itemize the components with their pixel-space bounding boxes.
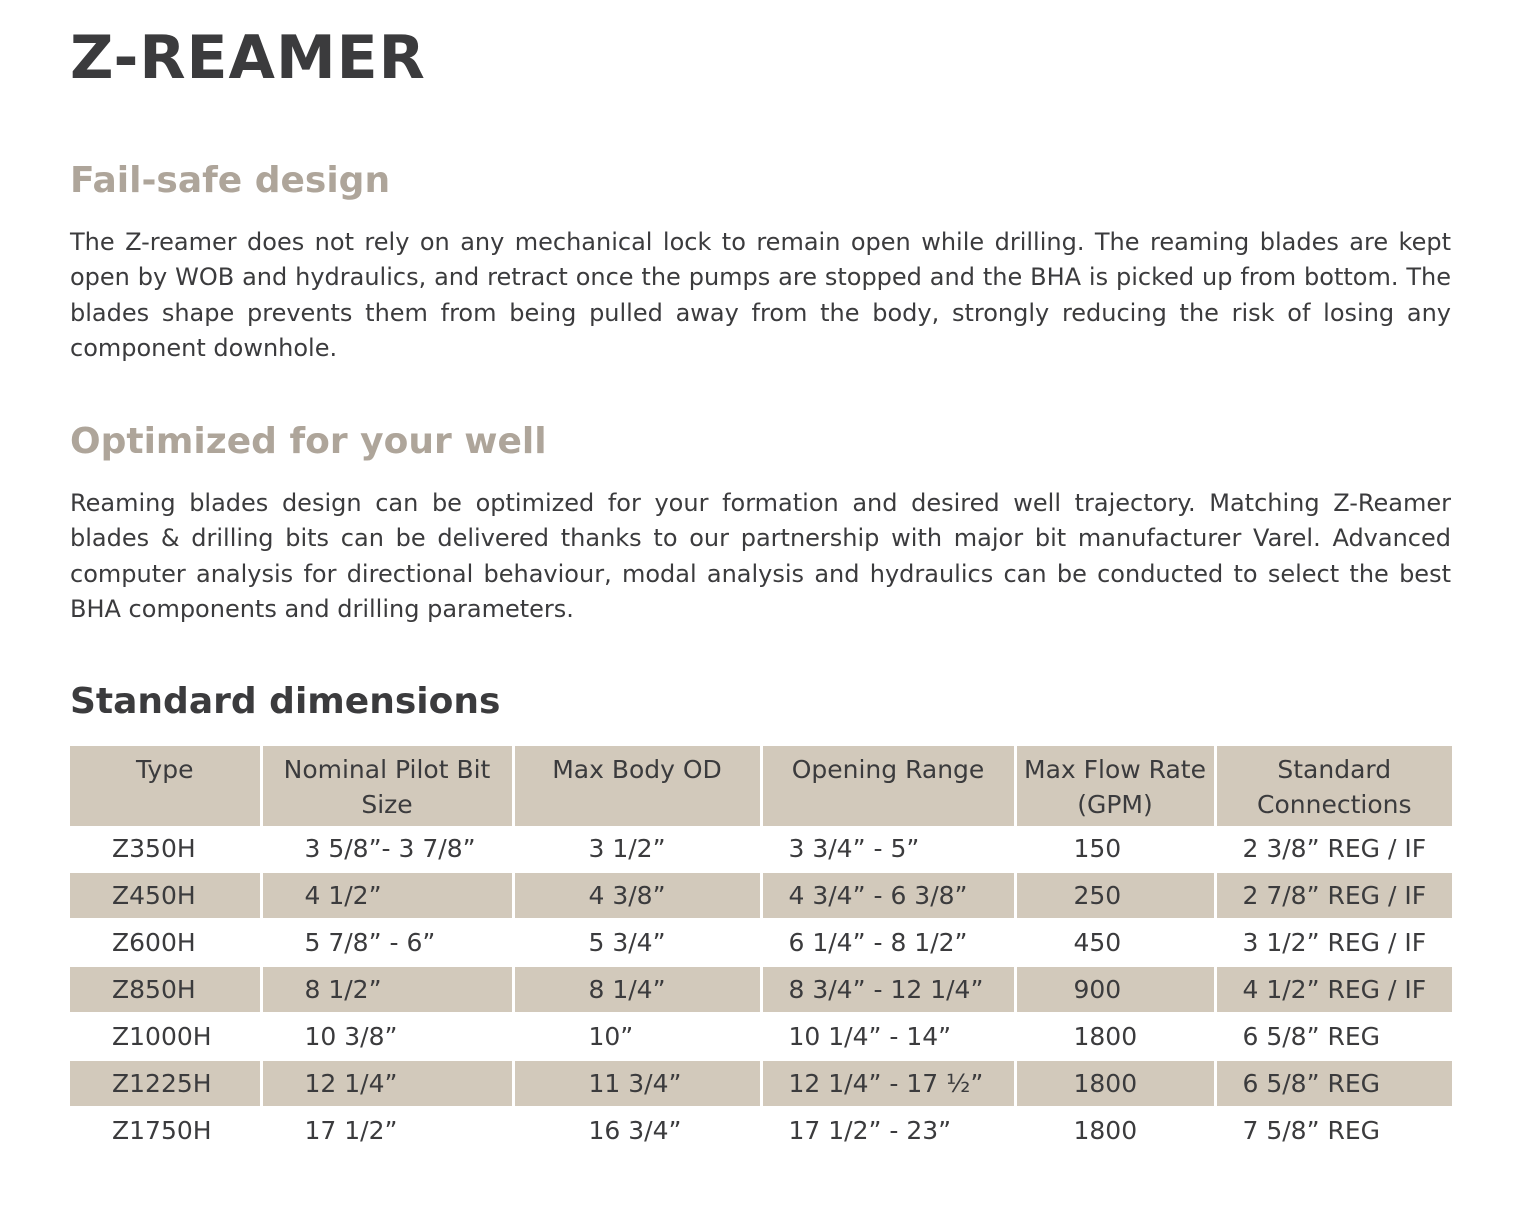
- column-header-pilot-bit-size: Nominal Pilot Bit Size: [261, 746, 513, 826]
- cell-type: Z350H: [70, 826, 261, 872]
- cell-standard-connections: 3 1/2” REG / IF: [1242, 928, 1427, 957]
- cell-max-flow-rate: 250: [1015, 872, 1215, 919]
- cell-opening-range: 10 1/4” - 14”: [761, 1013, 1015, 1060]
- cell-standard-connections: 2 7/8” REG / IF: [1215, 872, 1452, 919]
- cell-max-flow-rate: 150: [1015, 826, 1215, 872]
- page-title: Z-REAMER: [70, 23, 426, 93]
- table-row: [70, 1013, 1452, 1060]
- cell-max-flow-rate: 1800: [1015, 1013, 1215, 1060]
- section-body-optimized: Reaming blades design can be optimized for your formation and desired well trajectory. Matching Z-Reamer blades & drilling bits can be delivered thanks to our partnership with major bit manufacturer Varel. Advanced computer analysis for directional behaviour, modal analysis and hydraulics can be conducted to select the best BHA components and drilling parameters.: [70, 489, 1451, 623]
- cell-pilot-bit-size: 3 5/8”- 3 7/8”: [261, 826, 513, 872]
- cell-pilot-bit-size: 10 3/8”: [261, 1013, 513, 1060]
- cell-standard-connections: 6 5/8” REG: [1242, 1022, 1381, 1051]
- cell-pilot-bit-size: 12 1/4”: [261, 1060, 513, 1107]
- cell-pilot-bit-size: 4 1/2”: [261, 872, 513, 919]
- section-heading-fail-safe: Fail-safe design: [70, 160, 391, 201]
- table-header-row: [70, 746, 1452, 826]
- section-heading-optimized: Optimized for your well: [70, 421, 547, 462]
- cell-max-flow-rate: 1800: [1015, 1060, 1215, 1107]
- dimensions-heading: Standard dimensions: [70, 681, 501, 722]
- cell-opening-range: 3 3/4” - 5”: [761, 826, 1015, 872]
- cell-max-body-od: 3 1/2”: [513, 826, 761, 872]
- cell-type: Z850H: [70, 966, 261, 1013]
- column-header-opening-range: Opening Range: [761, 746, 1015, 826]
- cell-max-flow-rate: 450: [1015, 919, 1215, 966]
- column-header-standard-connections: Standard Connections: [1215, 746, 1452, 826]
- dimensions-table: [70, 746, 1452, 1153]
- cell-max-body-od: 5 3/4”: [513, 919, 761, 966]
- table-row: [70, 826, 1452, 872]
- table-row: [70, 919, 1452, 966]
- column-header-max-flow-rate: Max Flow Rate (GPM): [1015, 746, 1215, 826]
- cell-pilot-bit-size: 8 1/2”: [261, 966, 513, 1013]
- cell-type: Z600H: [70, 919, 261, 966]
- cell-type: Z1225H: [70, 1060, 261, 1107]
- cell-type: Z450H: [70, 872, 261, 919]
- cell-type: Z1750H: [70, 1107, 261, 1153]
- table-row: [70, 872, 1452, 919]
- cell-standard-connections: 6 5/8” REG: [1215, 1060, 1452, 1107]
- cell-max-body-od: 4 3/8”: [513, 872, 761, 919]
- datasheet-page: [70, 0, 1451, 1214]
- cell-standard-connections: 4 1/2” REG / IF: [1215, 966, 1452, 1013]
- cell-type: Z1000H: [70, 1013, 261, 1060]
- table-row: [70, 1107, 1452, 1153]
- cell-opening-range: 6 1/4” - 8 1/2”: [761, 919, 1015, 966]
- cell-max-flow-rate: 1800: [1015, 1107, 1215, 1153]
- table-row: [70, 1060, 1452, 1107]
- cell-max-body-od: 11 3/4”: [513, 1060, 761, 1107]
- cell-opening-range: 4 3/4” - 6 3/8”: [761, 872, 1015, 919]
- column-header-type: Type: [70, 746, 261, 826]
- section-body-fail-safe: The Z-reamer does not rely on any mechanical lock to remain open while drilling. The reaming blades are kept open by WOB and hydraulics, and retract once the pumps are stopped and the BHA is picked up from bottom. The blades shape prevents them from being pulled away from the body, strongly reducing the risk of losing any component downhole.: [70, 228, 1451, 362]
- cell-max-flow-rate: 900: [1015, 966, 1215, 1013]
- cell-pilot-bit-size: 5 7/8” - 6”: [261, 919, 513, 966]
- cell-pilot-bit-size: 17 1/2”: [261, 1107, 513, 1153]
- cell-opening-range: 17 1/2” - 23”: [761, 1107, 1015, 1153]
- cell-max-body-od: 8 1/4”: [513, 966, 761, 1013]
- column-header-max-body-od: Max Body OD: [513, 746, 761, 826]
- cell-standard-connections: 7 5/8” REG: [1242, 1116, 1381, 1145]
- cell-max-body-od: 16 3/4”: [513, 1107, 761, 1153]
- cell-max-body-od: 10”: [513, 1013, 761, 1060]
- table-row: [70, 966, 1452, 1013]
- cell-opening-range: 12 1/4” - 17 ½”: [761, 1060, 1015, 1107]
- cell-standard-connections: 2 3/8” REG / IF: [1242, 834, 1427, 863]
- cell-opening-range: 8 3/4” - 12 1/4”: [761, 966, 1015, 1013]
